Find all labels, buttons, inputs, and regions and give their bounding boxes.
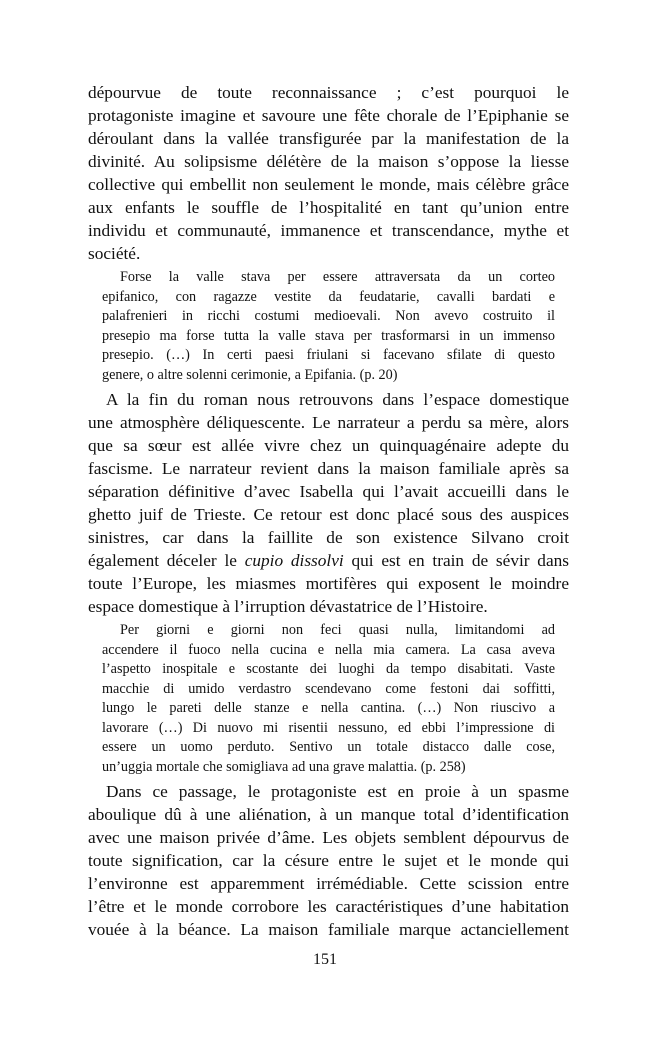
text-line: que sa sœur est allée vivre chez un quinquagénaire adepte du [88, 436, 569, 455]
page-number: 151 [313, 951, 337, 968]
text-line: un’uggia mortale che somigliava ad una grave malattia. (p. 258) [102, 758, 466, 775]
text-line: également déceler le cupio dissolvi qui est en train de sévir dans [88, 551, 569, 570]
text-line: lungo le pareti delle stanze e nella cantina. (…) Non riuscivo a [102, 700, 555, 716]
body-paragraph [88, 388, 569, 618]
text-line: Forse la valle stava per essere attraversata da un corteo [120, 269, 555, 285]
text-line: genere, o altre solenni cerimonie, a Epifania. (p. 20) [102, 366, 398, 383]
text-line: ghetto juif de Trieste. Ce retour est donc placé sous des auspices [88, 505, 569, 524]
text-line: sinistres, car dans la faillite de son existence Silvano croit [88, 528, 569, 547]
body-paragraph [88, 81, 569, 265]
text-line: avec une maison privée d’âme. Les objets semblent dépourvus de [88, 828, 569, 847]
body-paragraph [88, 780, 569, 941]
text-line: toute l’Europe, les miasmes mortifères qui exposent le moindre [88, 574, 569, 593]
text-line: une atmosphère déliquescente. Le narrateur a perdu sa mère, alors [88, 413, 569, 432]
text-line: collective qui embellit non seulement le monde, mais célèbre grâce [88, 175, 569, 194]
text-line: accendere il fuoco nella cucina e nella mia camera. La casa aveva [102, 641, 555, 658]
text-line: presepio. (…) In certi paesi friulani si facevano sfilate di questo [102, 347, 555, 363]
text-line: aux enfants le souffle de l’hospitalité en tant qu’union entre [88, 198, 569, 217]
text-line: vouée à la béance. La maison familiale marque actanciellement [88, 920, 569, 939]
text-line: divinité. Au solipsisme délétère de la maison s’oppose la liesse [88, 152, 569, 171]
text-line: aboulique dû à une aliénation, à un manque total d’identification [88, 805, 569, 824]
text-line: individu et communauté, immanence et transcendance, mythe et [88, 221, 569, 240]
text-line: essere un uomo perduto. Sentivo un totale distacco dalle cose, [102, 739, 555, 755]
text-line: palafrenieri in ricchi costumi medioevali. Non avevo costruito il [102, 308, 555, 324]
text-line: lavorare (…) Di nuovo mi risentii nessuno, ed ebbi l’impressione di [102, 719, 555, 736]
text-line: fascisme. Le narrateur revient dans la maison familiale après sa [88, 459, 569, 478]
block-quote [102, 621, 555, 777]
text-line: l’être et le monde corrobore les caractéristiques d’une habitation [88, 897, 569, 916]
text-line: société. [88, 244, 141, 263]
text-line: A la fin du roman nous retrouvons dans l’espace domestique [106, 390, 569, 409]
text-line: Per giorni e giorni non feci quasi nulla, limitandomi ad [120, 622, 555, 638]
italic-phrase: cupio dissolvi [244, 551, 344, 570]
block-quote [102, 268, 555, 385]
document-page [0, 81, 650, 944]
text-line: déroulant dans la vallée transfigurée par la manifestation de la [88, 129, 569, 148]
text-line: dépourvue de toute reconnaissance ; c’est pourquoi le [88, 83, 569, 102]
text-line: espace domestique à l’irruption dévastatrice de l’Histoire. [88, 597, 488, 616]
text-line: Dans ce passage, le protagoniste est en proie à un spasme [106, 782, 569, 801]
text-line: séparation définitive d’avec Isabella qui l’avait accueilli dans le [88, 482, 569, 501]
text-line: epifanico, con ragazze vestite da feudatarie, cavalli bardati e [102, 288, 555, 305]
text-line: presepio ma forse tutta la valle stava per trasformarsi in un immenso [102, 327, 555, 344]
text-line: l’environne est apparemment irrémédiable. Cette scission entre [88, 874, 569, 893]
text-line: l’aspetto inospitale e scostante dei luoghi da tempo disabitati. Vaste [102, 661, 555, 677]
text-line: macchie di umido verdastro scendevano come festoni dai soffitti, [102, 680, 555, 697]
text-line: toute signification, car la césure entre le sujet et le monde qui [88, 851, 569, 870]
text-line: protagoniste imagine et savoure une fête chorale de l’Epiphanie se [88, 106, 569, 125]
